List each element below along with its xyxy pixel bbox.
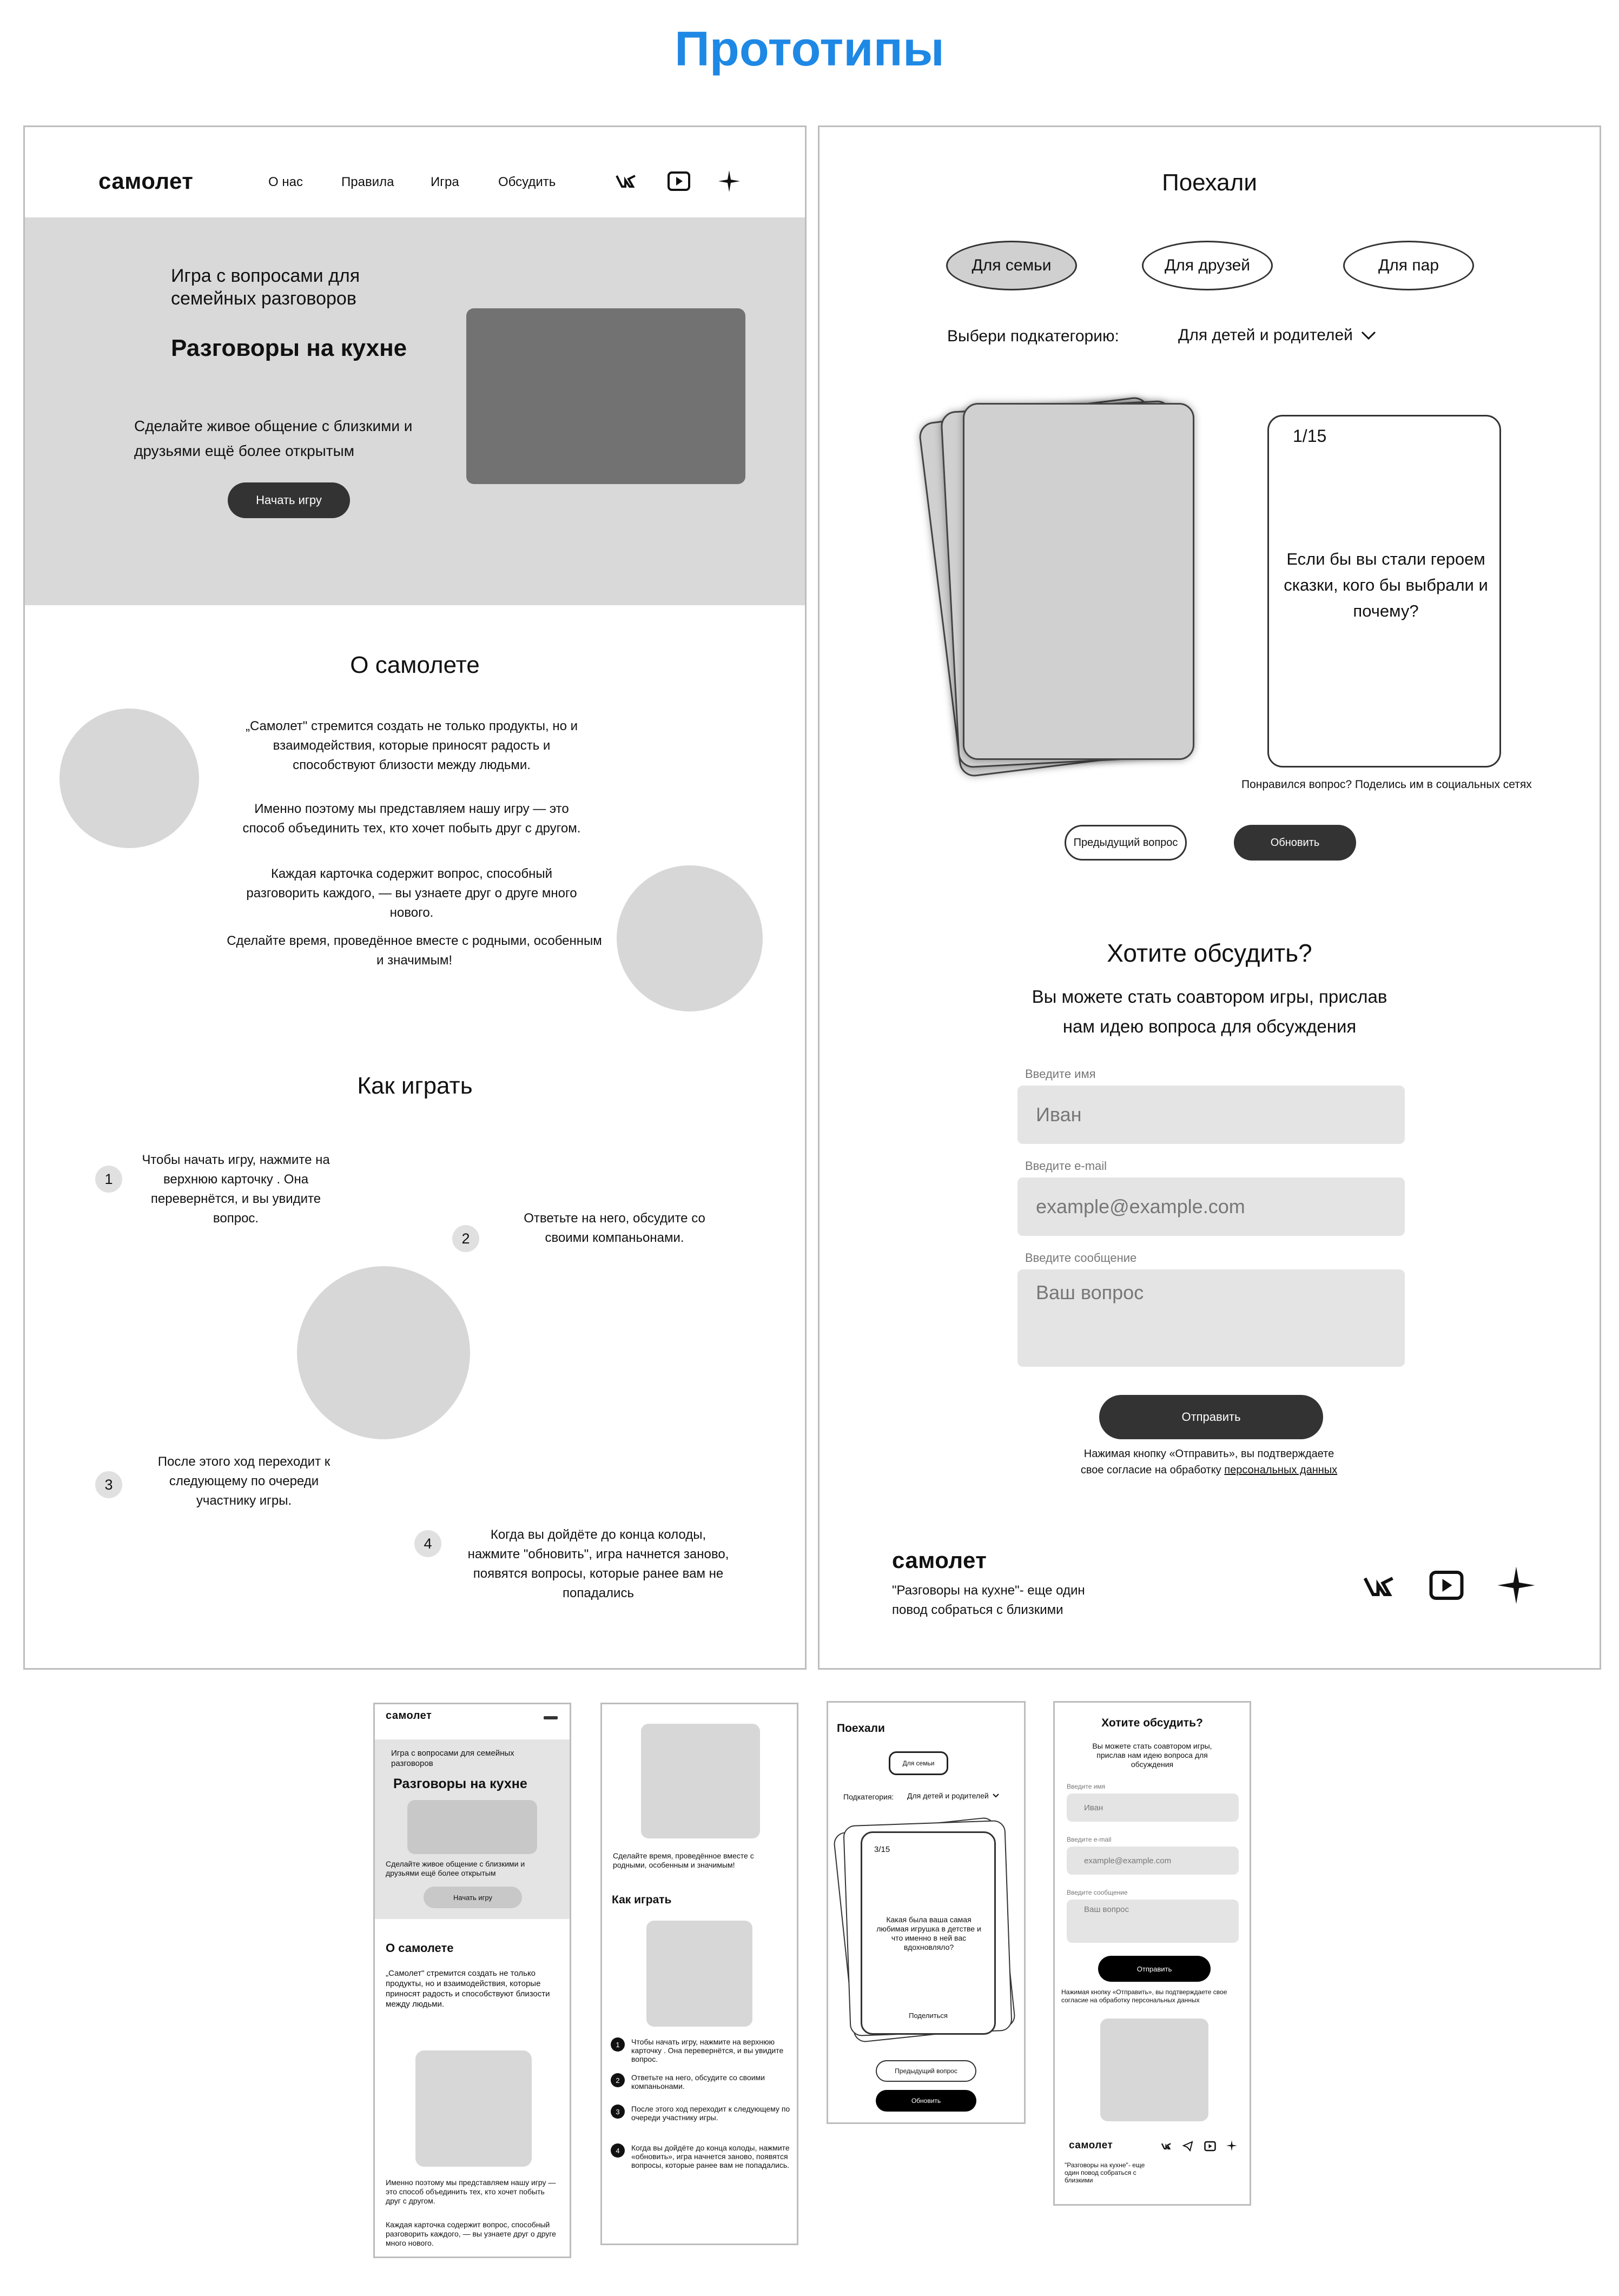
- mobile-hero-image: [407, 1800, 537, 1854]
- mobile2-text: Сделайте время, проведённое вместе с родными, особенным и значимым!: [613, 1851, 754, 1869]
- nav-item-about[interactable]: О нас: [268, 175, 303, 189]
- desktop-game-frame: [818, 125, 1601, 1670]
- mobile2-step-number: 2: [611, 2073, 625, 2087]
- consent-prefix: Нажимая кнопку «Отправить», вы подтверждаете свое согласие на обработку: [1080, 1448, 1334, 1476]
- youtube-icon[interactable]: [1204, 2141, 1216, 2152]
- step-number: 4: [414, 1530, 441, 1557]
- vk-icon[interactable]: [1360, 1570, 1400, 1603]
- question-text: Если бы вы стали героем сказки, кого бы выбрали и почему?: [1284, 550, 1488, 620]
- message-label: Введите сообщение: [1025, 1251, 1137, 1265]
- star-icon[interactable]: [1496, 1565, 1537, 1606]
- consent-link[interactable]: персональных данных: [1224, 1464, 1338, 1476]
- mobile3-subcategory-label: Подкатегория:: [843, 1792, 894, 1801]
- about-paragraph: „Самолет" стремится создать не только продукты, но и взаимодействия, которые приносят радость и способствуют близости между людьми.: [245, 719, 578, 772]
- about-paragraph: Сделайте время, проведённое вместе с родными, особенным и значимым!: [227, 934, 602, 968]
- mobile-hero-title: Разговоры на кухне: [393, 1776, 527, 1791]
- nav-item-rules[interactable]: Правила: [341, 175, 394, 189]
- category-couples-button[interactable]: Для пар: [1343, 241, 1474, 290]
- step-text: Когда вы дойдёте до конца колоды, нажмите "обновить", игра начнется заново, появятся вопросы, которые ранее вам не попадались: [467, 1527, 729, 1600]
- footer-tagline: "Разговоры на кухне"- еще один повод собраться с близкими: [892, 1583, 1085, 1617]
- step-text: Чтобы начать игру, нажмите на верхнюю карточку . Она перевернётся, и вы увидите вопрос.: [142, 1153, 330, 1226]
- mobile4-title: Хотите обсудить?: [1101, 1717, 1203, 1729]
- mobile-landing-frame: [373, 1703, 571, 2258]
- mobile2-howto-title: Как играть: [612, 1894, 672, 1906]
- subcategory-value: Для детей и родителей: [1178, 326, 1353, 344]
- mobile2-step-number: 1: [611, 2037, 625, 2052]
- mobile3-question-card[interactable]: [861, 1831, 996, 2035]
- mobile3-prev-button[interactable]: Предыдущий вопрос: [876, 2060, 976, 2082]
- mobile3-title: Поехали: [837, 1722, 885, 1735]
- mobile-about-title: О самолете: [386, 1941, 454, 1955]
- about-paragraph: Именно поэтому мы представляем нашу игру — это способ объединить тех, кто хочет побыть друг с другом.: [242, 802, 581, 836]
- mobile3-share-button[interactable]: Поделиться: [909, 2012, 948, 2020]
- menu-icon[interactable]: [544, 1716, 558, 1719]
- about-image-circle-2: [617, 865, 763, 1011]
- mobile3-refresh-button[interactable]: Обновить: [876, 2090, 976, 2112]
- mobile4-image: [1100, 2019, 1208, 2121]
- mobile-about-p1: „Самолет" стремится создать не только продукты, но и взаимодействия, которые приносят радость и способствуют близости между людьми.: [386, 1969, 550, 2009]
- nav-item-game[interactable]: Игра: [431, 175, 459, 189]
- form-title: Хотите обсудить?: [1107, 939, 1312, 967]
- mobile4-footer-logo[interactable]: самолет: [1069, 2140, 1113, 2151]
- about-title: О самолете: [350, 652, 480, 678]
- header-logo[interactable]: самолет: [98, 168, 194, 194]
- name-input[interactable]: Иван: [1017, 1086, 1405, 1144]
- footer-logo[interactable]: самолет: [892, 1547, 987, 1573]
- name-label: Введите имя: [1025, 1067, 1096, 1081]
- hero-section: [25, 217, 805, 605]
- category-family-button[interactable]: Для семьи: [946, 241, 1077, 290]
- mobile2-image-2: [646, 1921, 752, 2027]
- email-label: Введите e-mail: [1025, 1159, 1107, 1173]
- previous-question-button[interactable]: Предыдущий вопрос: [1065, 825, 1187, 861]
- mobile2-step-text: После этого ход переходит к следующему по очереди участнику игры.: [631, 2105, 790, 2122]
- form-subtitle: Вы можете стать соавтором игры, прислав нам идею вопроса для обсуждения: [1032, 987, 1387, 1036]
- vk-icon[interactable]: [1161, 2141, 1173, 2152]
- mobile4-consent: Нажимая кнопку «Отправить», вы подтверждаете свое согласие на обработку персональных данных: [1061, 1988, 1227, 2004]
- mobile2-step-text: Чтобы начать игру, нажмите на верхнюю карточку . Она перевернётся, и вы увидите вопрос.: [631, 2037, 784, 2063]
- mobile4-footer-tagline: "Разговоры на кухне"- еще один повод собраться с близкими: [1065, 2161, 1145, 2184]
- mobile4-message-input[interactable]: Ваш вопрос: [1067, 1900, 1239, 1943]
- game-title: Поехали: [1162, 169, 1257, 196]
- desktop-landing-frame: [23, 125, 807, 1670]
- email-input[interactable]: example@example.com: [1017, 1177, 1405, 1236]
- howto-title: Как играть: [357, 1073, 473, 1099]
- mobile-howto-frame: [600, 1703, 798, 2245]
- mobile3-subcategory-select[interactable]: [907, 1791, 1000, 1800]
- youtube-icon[interactable]: [1429, 1569, 1464, 1602]
- mobile-game-frame: [827, 1701, 1026, 2124]
- telegram-icon[interactable]: [1182, 2141, 1193, 2152]
- hero-image-placeholder: [466, 308, 745, 484]
- mobile-logo[interactable]: самолет: [386, 1710, 432, 1722]
- step-number: 1: [95, 1166, 122, 1193]
- page-title: Прототипы: [675, 22, 944, 76]
- mobile2-step-number: 3: [611, 2105, 625, 2119]
- nav-item-discuss[interactable]: Обсудить: [498, 175, 556, 189]
- hero-description: Сделайте живое общение с близкими и друзьями ещё более открытым: [134, 418, 413, 459]
- mobile-hero-section: [375, 1739, 570, 1919]
- mobile-hero-description: Сделайте живое общение с близкими и друзьями ещё более открытым: [386, 1860, 525, 1877]
- about-image-circle-1: [60, 709, 199, 848]
- hero-subtitle: Игра с вопросами для семейных разговоров: [171, 266, 360, 309]
- star-icon[interactable]: [1226, 2140, 1238, 2152]
- consent-text: [1074, 1446, 1344, 1478]
- mobile4-email-input[interactable]: example@example.com: [1067, 1847, 1239, 1875]
- step-number: 3: [95, 1471, 122, 1498]
- vk-icon[interactable]: [614, 170, 639, 192]
- mobile-about-p3: Каждая карточка содержит вопрос, способный разговорить каждого, — вы узнаете друг о друге много нового.: [386, 2220, 556, 2247]
- mobile2-image-1: [641, 1724, 760, 1838]
- mobile-form-frame: [1053, 1701, 1251, 2206]
- question-counter: 1/15: [1293, 426, 1327, 446]
- chevron-down-icon: [1360, 330, 1377, 341]
- mobile3-counter: 3/15: [874, 1845, 890, 1854]
- mobile4-subtitle: Вы можете стать соавтором игры, прислав нам идею вопроса для обсуждения: [1092, 1742, 1212, 1769]
- mobile3-question: Какая была ваша самая любимая игрушка в детстве и что именно в ней вас вдохновляло?: [876, 1915, 981, 1951]
- mobile-about-p2: Именно поэтому мы представляем нашу игру — это способ объединить тех, кто хочет побыть друг с другом.: [386, 2178, 556, 2205]
- card-stack-top[interactable]: [963, 403, 1194, 760]
- subcategory-select[interactable]: [1178, 326, 1377, 345]
- refresh-button[interactable]: Обновить: [1234, 825, 1356, 861]
- about-paragraph: Каждая карточка содержит вопрос, способный разговорить каждого, — вы узнаете друг о друге много нового.: [246, 866, 577, 920]
- mobile2-step-text: Когда вы дойдёте до конца колоды, нажмите «обновить», игра начнется заново, появятся вопросы, которые ранее вам не попадались.: [631, 2143, 790, 2169]
- subcategory-label: Выбери подкатегорию:: [947, 327, 1119, 345]
- star-icon[interactable]: [717, 169, 741, 193]
- mobile4-submit-button[interactable]: Отправить: [1098, 1956, 1211, 1982]
- start-game-button[interactable]: Начать игру: [228, 482, 350, 518]
- mobile-about-image: [415, 2050, 532, 2167]
- hero-title: Разговоры на кухне: [171, 335, 407, 361]
- share-hint: Понравился вопрос? Поделись им в социальных сетях: [1241, 778, 1532, 791]
- mobile3-subcategory-value: Для детей и родителей: [907, 1791, 989, 1800]
- youtube-icon[interactable]: [667, 170, 691, 192]
- step-number: 2: [452, 1225, 479, 1252]
- mobile3-category-button[interactable]: Для семьи: [889, 1751, 948, 1775]
- step-text: После этого ход переходит к следующему по очереди участнику игры.: [157, 1454, 331, 1508]
- mobile4-email-label: Введите e-mail: [1067, 1836, 1112, 1843]
- submit-button[interactable]: Отправить: [1099, 1395, 1323, 1439]
- howto-image-circle: [297, 1266, 470, 1439]
- step-text: Ответьте на него, обсудите со своими компаньонами.: [524, 1211, 705, 1245]
- category-friends-button[interactable]: Для друзей: [1142, 241, 1273, 290]
- message-input[interactable]: Ваш вопрос: [1017, 1269, 1405, 1367]
- question-card[interactable]: [1267, 415, 1501, 767]
- mobile4-name-label: Введите имя: [1067, 1783, 1106, 1790]
- mobile4-message-label: Введите сообщение: [1067, 1889, 1128, 1896]
- mobile4-name-input[interactable]: Иван: [1067, 1794, 1239, 1822]
- chevron-down-icon: [992, 1793, 1000, 1798]
- mobile-start-button[interactable]: Начать игру: [424, 1887, 522, 1908]
- mobile-hero-subtitle: Игра с вопросами для семейных разговоров: [391, 1749, 514, 1768]
- mobile2-step-text: Ответьте на него, обсудите со своими компаньонами.: [631, 2073, 765, 2090]
- mobile2-step-number: 4: [611, 2143, 625, 2158]
